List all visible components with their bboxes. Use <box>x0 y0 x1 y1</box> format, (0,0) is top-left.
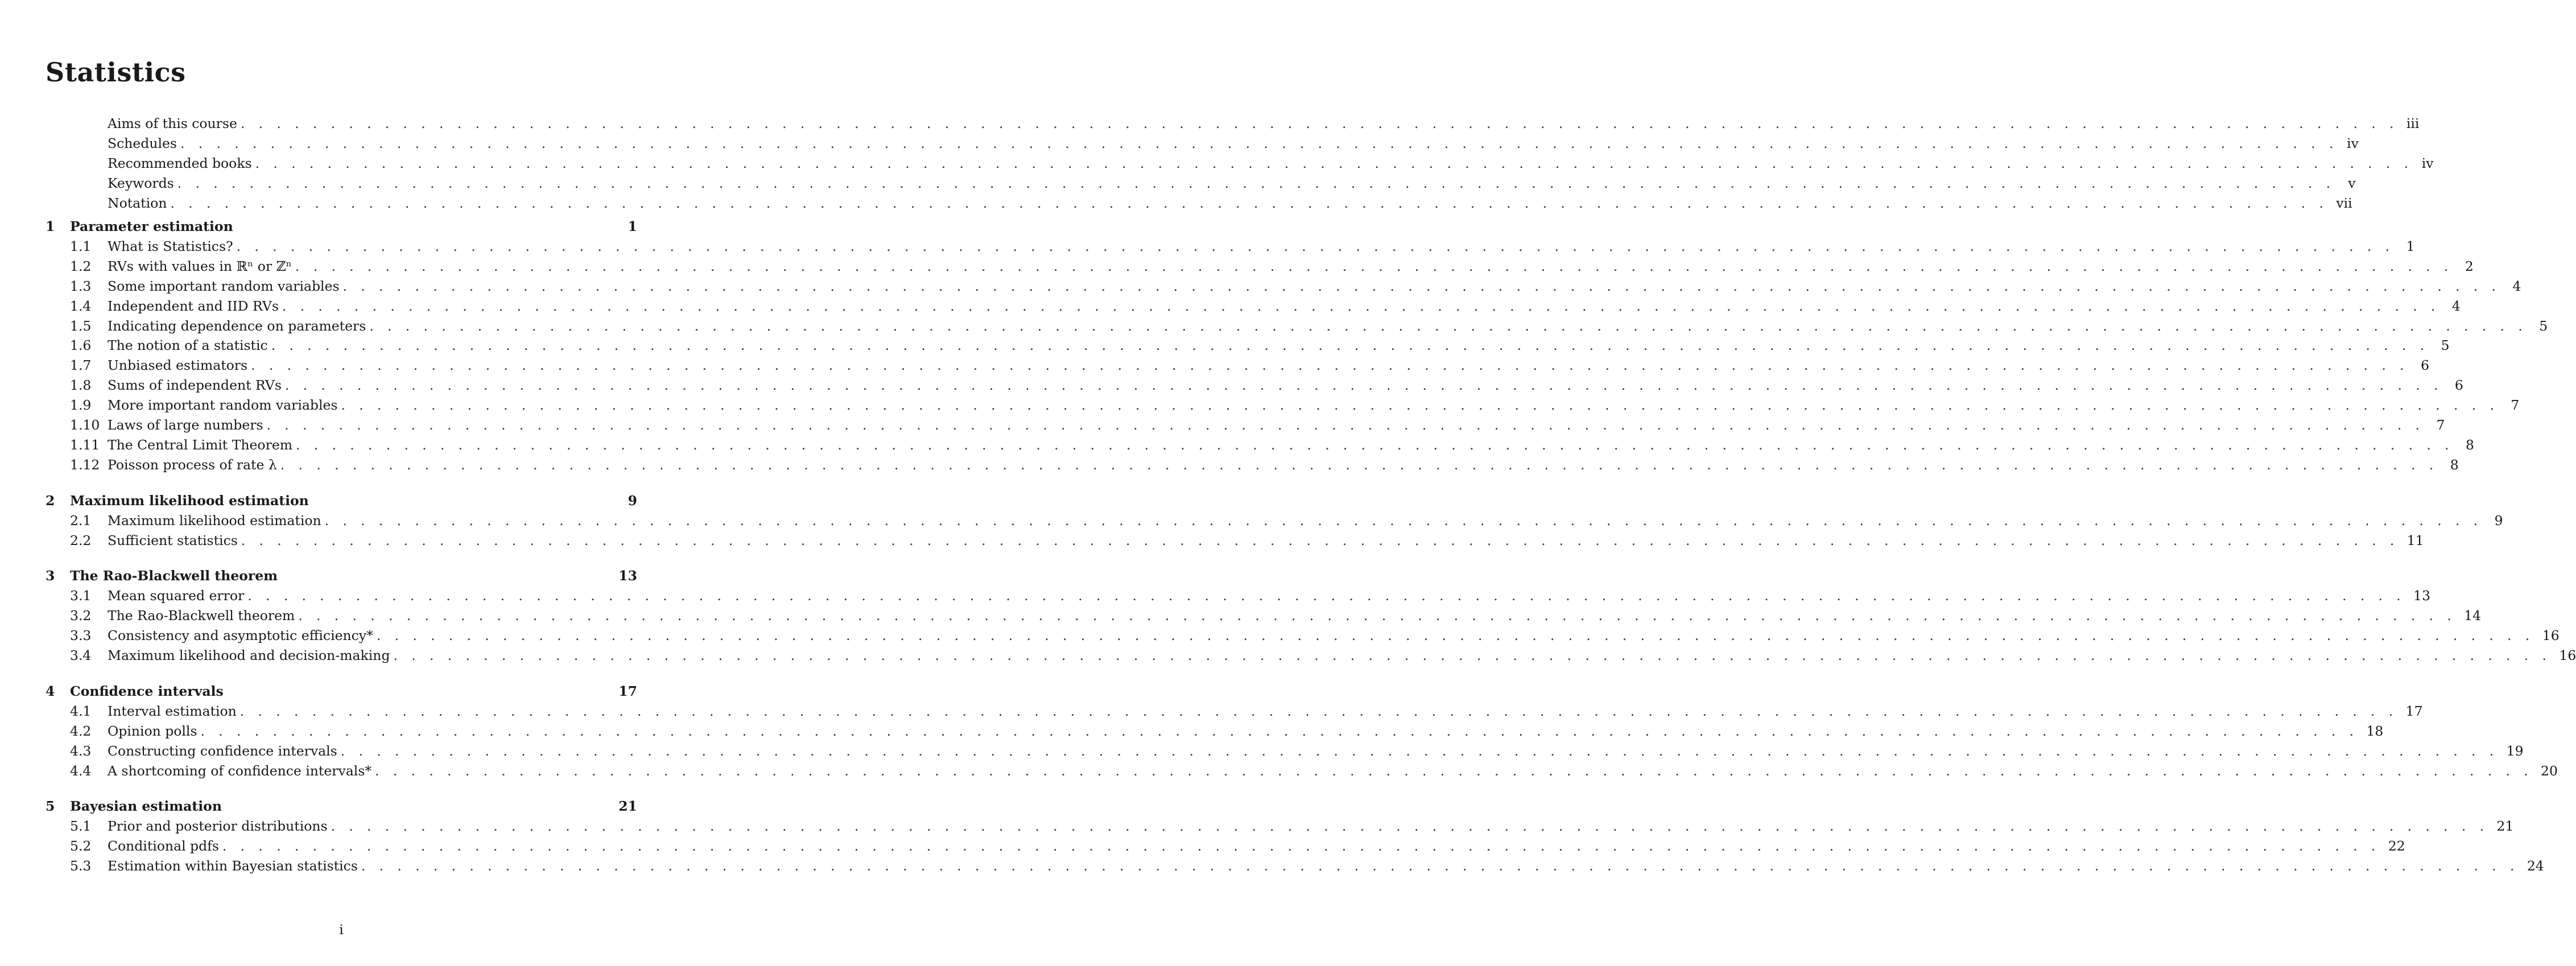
dot-leader: . . . . . . . . . . . . . . . . . . . . . . . . . . . . . . . . . . . . . . . . . . . . . . . . . . . . . . . . . . . . . . . . . . . . . . . . . . . . . . . . . . . . . . . . . . . . . . . . . . . . . . . . . . . . . . . . . . . . . . . . <box>375 762 2533 779</box>
entry-title: A shortcoming of confidence intervals* <box>108 762 372 779</box>
toc-section-entry[interactable] <box>0 741 2524 761</box>
dot-leader: . . . . . . . . . . . . . . . . . . . . . . . . . . . . . . . . . . . . . . . . . . . . . . . . . . . . . . . . . . . . . . . . . . . . . . . . . . . . . . . . . . . . . . . . . . . . . . . . . . . . . . . . . . . . . . . . . . . . . . . . <box>255 155 2413 171</box>
dot-leader: . . . . . . . . . . . . . . . . . . . . . . . . . . . . . . . . . . . . . . . . . . . . . . . . . . . . . . . . . . . . . . . . . . . . . . . . . . . . . . . . . . . . . . . . . . . . . . . . . . . . . . . . . . . . . . . . . . . . . . . . <box>200 723 2359 739</box>
dot-leader: . . . . . . . . . . . . . . . . . . . . . . . . . . . . . . . . . . . . . . . . . . . . . . . . . . . . . . . . . . . . . . . . . . . . . . . . . . . . . . . . . . . . . . . . . . . . . . . . . . . . . . . . . . . . . . . . . . . . . . . . <box>340 742 2499 759</box>
dot-leader: . . . . . . . . . . . . . . . . . . . . . . . . . . . . . . . . . . . . . . . . . . . . . . . . . . . . . . . . . . . . . . . . . . . . . . . . . . . . . . . . . . . . . . . . . . . . . . . . . . . . . . . . . . . . . . . . . . . . . . . . <box>271 337 2429 354</box>
dot-leader: . . . . . . . . . . . . . . . . . . . . . . . . . . . . . . . . . . . . . . . . . . . . . . . . . . . . . . . . . . . . . . . . . . . . . . . . . . . . . . . . . . . . . . . . . . . . . . . . . . . . . . . . . . . . . . . . . . . . . . . . <box>241 532 2399 548</box>
dot-leader: . . . . . . . . . . . . . . . . . . . . . . . . . . . . . . . . . . . . . . . . . . . . . . . . . . . . . . . . . . . . . . . . . . . . . . . . . . . . . . . . . . . . . . . . . . . . . . . . . . . . . . . . . . . . . . . . . . . . . . . . <box>342 278 2501 294</box>
section-number: 4.2 <box>70 723 92 739</box>
entry-page-number: 22 <box>2388 838 2405 854</box>
toc-chapter-heading[interactable] <box>0 796 683 816</box>
entry-page-number: 13 <box>618 568 637 584</box>
section-number: 1.10 <box>70 417 100 433</box>
entry-title: Notation <box>108 195 167 211</box>
entry-title: The notion of a statistic <box>108 337 268 354</box>
dot-leader: . . . . . . . . . . . . . . . . . . . . . . . . . . . . . . . . . . . . . . . . . . . . . . . . . . . . . . . . . . . . . . . . . . . . . . . . . . . . . . . . . . . . . . . . . . . . . . . . . . . . . . . . . . . . . . . . . . . . . . . . <box>341 397 2499 414</box>
toc-section-entry[interactable] <box>0 455 2459 474</box>
toc-chapter-heading[interactable] <box>0 217 683 236</box>
entry-title: Poisson process of rate λ <box>108 456 277 473</box>
section-number: 5.2 <box>70 838 92 854</box>
section-number: 5.3 <box>70 858 92 874</box>
entry-line <box>70 566 637 585</box>
entry-line <box>108 511 2503 530</box>
dot-leader: . . . . . . . . . . . . . . . . . . . . . . . . . . . . . . . . . . . . . . . . . . . . . . . . . . . . . . . . . . . . . . . . . . . . . . . . . . . . . . . . . . . . . . . . . . . . . . . . . . . . . . . . . . . . . . . . . . . . . . . . <box>240 703 2398 719</box>
dot-leader: . . . . . . . . . . . . . . . . . . . . . . . . . . . . . . . . . . . . . . . . . . . . . . . . . . . . . . . . . . . . . . . . . . . . . . . . . . . . . . . . . . . . . . . . . . . . . . . . . . . . . . . . . . . . . . . . . . . . . . . . <box>298 608 2457 624</box>
entry-line <box>108 435 2474 455</box>
dot-leader: . . . . . . . . . . . . . . . . . . . . . . . . . . . . . . . . . . . . . . . . . . . . . . . . . . . . . . . . . . . . . . . . . . . . . . . . . . . . . . . . . . . . . . . . . . . . . . . . . . . . . . . . . . . . . . . . . . . . . . . . <box>247 588 2406 604</box>
entry-title: Unbiased estimators <box>108 357 248 374</box>
entry-page-number: 21 <box>618 798 637 815</box>
chapter-number: 2 <box>46 492 55 509</box>
chapter-title: Parameter estimation <box>70 218 233 234</box>
toc-front-entry[interactable] <box>0 134 2359 153</box>
chapter-title: Bayesian estimation <box>70 798 222 815</box>
entry-line <box>70 796 637 816</box>
entry-title: Consistency and asymptotic efficiency* <box>108 628 373 644</box>
entry-page-number: 17 <box>618 683 637 699</box>
entry-title: Some important random variables <box>108 278 340 294</box>
entry-title: The Rao-Blackwell theorem <box>108 608 295 624</box>
section-number: 4.1 <box>70 703 92 719</box>
entry-line <box>108 174 2356 193</box>
toc-section-entry[interactable] <box>0 511 2503 530</box>
entry-page-number: iv <box>2421 155 2434 171</box>
section-number: 1.2 <box>70 258 92 274</box>
entry-page-number: iii <box>2406 115 2420 131</box>
entry-line <box>108 356 2430 375</box>
entry-page-number: 4 <box>2512 278 2521 294</box>
entry-line <box>70 491 637 510</box>
dot-leader: . . . . . . . . . . . . . . . . . . . . . . . . . . . . . . . . . . . . . . . . . . . . . . . . . . . . . . . . . . . . . . . . . . . . . . . . . . . . . . . . . . . . . . . . . . . . . . . . . . . . . . . . . . . . . . . . . . . . . . . . <box>240 115 2399 131</box>
entry-line <box>108 741 2524 761</box>
chapter-number: 5 <box>46 798 55 815</box>
toc-section-entry[interactable] <box>0 701 2423 721</box>
entry-page-number: 6 <box>2421 357 2430 374</box>
entry-line <box>108 816 2514 836</box>
dot-leader: . . . . . . . . . . . . . . . . . . . . . . . . . . . . . . . . . . . . . . . . . . . . . . . . . . . . . . . . . . . . . . . . . . . . . . . . . . . . . . . . . . . . . . . . . . . . . . . . . . . . . . . . . . . . . . . . . . . . . . . . <box>170 195 2329 211</box>
entry-line <box>108 415 2445 435</box>
entry-line <box>108 316 2548 336</box>
dot-leader: . . . . . . . . . . . . . . . . . . . . . . . . . . . . . . . . . . . . . . . . . . . . . . . . . . . . . . . . . . . . . . . . . . . . . . . . . . . . . . . . . . . . . . . . . . . . . . . . . . . . . . . . . . . . . . . . . . . . . . . . <box>266 417 2425 433</box>
toc-section-entry[interactable] <box>0 316 2548 336</box>
entry-title: What is Statistics? <box>108 238 233 254</box>
dot-leader: . . . . . . . . . . . . . . . . . . . . . . . . . . . . . . . . . . . . . . . . . . . . . . . . . . . . . . . . . . . . . . . . . . . . . . . . . . . . . . . . . . . . . . . . . . . . . . . . . . . . . . . . . . . . . . . . . . . . . . . . <box>282 298 2440 314</box>
toc-section-entry[interactable] <box>0 336 2450 355</box>
entry-line <box>108 646 2576 665</box>
dot-leader: . . . . . . . . . . . . . . . . . . . . . . . . . . . . . . . . . . . . . . . . . . . . . . . . . . . . . . . . . . . . . . . . . . . . . . . . . . . . . . . . . . . . . . . . . . . . . . . . . . . . . . . . . . . . . . . . . . . . . . . . <box>280 456 2438 473</box>
entry-page-number: 5 <box>2441 337 2450 354</box>
entry-title: Laws of large numbers <box>108 417 263 433</box>
dot-leader: . . . . . . . . . . . . . . . . . . . . . . . . . . . . . . . . . . . . . . . . . . . . . . . . . . . . . . . . . . . . . . . . . . . . . . . . . . . . . . . . . . . . . . . . . . . . . . . . . . . . . . . . . . . . . . . . . . . . . . . . <box>180 135 2338 151</box>
page-number-footer: i <box>339 922 344 938</box>
section-number: 1.9 <box>70 397 92 414</box>
section-number: 1.12 <box>70 456 100 473</box>
toc-section-entry[interactable] <box>0 586 2431 605</box>
entry-page-number: 7 <box>2436 417 2445 433</box>
entry-line <box>108 606 2482 625</box>
toc-section-entry[interactable] <box>0 761 2558 781</box>
chapter-number: 1 <box>46 218 55 234</box>
entry-title: Maximum likelihood estimation <box>108 512 321 529</box>
entry-title: Independent and IID RVs <box>108 298 279 314</box>
entry-page-number: 20 <box>2541 762 2558 779</box>
entry-line <box>108 586 2431 605</box>
entry-title: RVs with values in ℝⁿ or ℤⁿ <box>108 258 292 274</box>
section-number: 4.3 <box>70 742 92 759</box>
entry-title: Conditional pdfs <box>108 838 219 854</box>
entry-title: Schedules <box>108 135 177 151</box>
entry-page-number: 9 <box>628 492 637 509</box>
entry-title: Interval estimation <box>108 703 237 719</box>
section-number: 3.3 <box>70 628 92 644</box>
entry-line <box>108 193 2352 213</box>
toc-section-entry[interactable] <box>0 531 2424 550</box>
toc-section-entry[interactable] <box>0 296 2461 316</box>
toc-chapter-heading[interactable] <box>0 491 683 510</box>
section-number: 3.4 <box>70 647 92 663</box>
dot-leader: . . . . . . . . . . . . . . . . . . . . . . . . . . . . . . . . . . . . . . . . . . . . . . . . . . . . . . . . . . . . . . . . . . . . . . . . . . . . . . . . . . . . . . . . . . . . . . . . . . . . . . . . . . . . . . . . . . . . . . . . <box>222 838 2380 854</box>
entry-title: Mean squared error <box>108 588 245 604</box>
document-title: Statistics <box>46 57 186 88</box>
dot-leader: . . . . . . . . . . . . . . . . . . . . . . . . . . . . . . . . . . . . . . . . . . . . . . . . . . . . . . . . . . . . . . . . . . . . . . . . . . . . . . . . . . . . . . . . . . . . . . . . . . . . . . . . . . . . . . . . . . . . . . . . <box>376 628 2534 644</box>
toc-chapter-heading[interactable] <box>0 566 683 585</box>
entry-page-number: 21 <box>2496 818 2514 835</box>
toc-section-entry[interactable] <box>0 415 2445 435</box>
section-number: 1.11 <box>70 436 100 453</box>
section-number: 3.1 <box>70 588 92 604</box>
entry-line <box>108 721 2384 741</box>
toc-section-entry[interactable] <box>0 836 2405 856</box>
entry-page-number: 17 <box>2405 703 2423 719</box>
entry-title: Opinion polls <box>108 723 197 739</box>
entry-line <box>108 296 2461 316</box>
toc-section-entry[interactable] <box>0 646 2576 665</box>
chapter-number: 3 <box>46 568 55 584</box>
toc-section-entry[interactable] <box>0 606 2482 625</box>
section-number: 1.5 <box>70 317 92 334</box>
toc-section-entry[interactable] <box>0 721 2384 741</box>
entry-line <box>108 257 2474 276</box>
section-number: 2.2 <box>70 532 92 548</box>
section-number: 1.3 <box>70 278 92 294</box>
entry-page-number: 5 <box>2539 317 2548 334</box>
section-number: 1.6 <box>70 337 92 354</box>
entry-page-number: 8 <box>2465 436 2474 453</box>
entry-page-number: 1 <box>628 218 637 234</box>
entry-line <box>108 237 2415 256</box>
entry-title: Constructing confidence intervals <box>108 742 337 759</box>
entry-page-number: 24 <box>2527 858 2544 874</box>
entry-page-number: iv <box>2347 135 2359 151</box>
section-number: 4.4 <box>70 762 92 779</box>
entry-line <box>108 531 2424 550</box>
toc-section-entry[interactable] <box>0 237 2415 256</box>
toc-chapter-heading[interactable] <box>0 682 683 701</box>
dot-leader: . . . . . . . . . . . . . . . . . . . . . . . . . . . . . . . . . . . . . . . . . . . . . . . . . . . . . . . . . . . . . . . . . . . . . . . . . . . . . . . . . . . . . . . . . . . . . . . . . . . . . . . . . . . . . . . . . . . . . . . . <box>296 436 2454 453</box>
entry-page-number: 13 <box>2413 588 2431 604</box>
entry-page-number: vii <box>2336 195 2352 211</box>
entry-page-number: 1 <box>2406 238 2415 254</box>
dot-leader: . . . . . . . . . . . . . . . . . . . . . . . . . . . . . . . . . . . . . . . . . . . . . . . . . . . . . . . . . . . . . . . . . . . . . . . . . . . . . . . . . . . . . . . . . . . . . . . . . . . . . . . . . . . . . . . . . . . . . . . . <box>369 317 2528 334</box>
entry-page-number: 16 <box>2542 628 2560 644</box>
entry-title: More important random variables <box>108 397 338 414</box>
entry-page-number: 14 <box>2464 608 2482 624</box>
section-number: 2.1 <box>70 512 92 529</box>
entry-page-number: 19 <box>2506 742 2524 759</box>
entry-title: Indicating dependence on parameters <box>108 317 366 334</box>
entry-line <box>108 395 2520 415</box>
dot-leader: . . . . . . . . . . . . . . . . . . . . . . . . . . . . . . . . . . . . . . . . . . . . . . . . . . . . . . . . . . . . . . . . . . . . . . . . . . . . . . . . . . . . . . . . . . . . . . . . . . . . . . . . . . . . . . . . . . . . . . . . <box>236 238 2395 254</box>
toc-front-entry[interactable] <box>0 114 2420 133</box>
dot-leader: . . . . . . . . . . . . . . . . . . . . . . . . . . . . . . . . . . . . . . . . . . . . . . . . . . . . . . . . . . . . . . . . . . . . . . . . . . . . . . . . . . . . . . . . . . . . . . . . . . . . . . . . . . . . . . . . . . . . . . . . <box>331 818 2489 835</box>
toc-section-entry[interactable] <box>0 257 2474 276</box>
toc-section-entry[interactable] <box>0 856 2544 876</box>
entry-line <box>108 154 2434 173</box>
entry-page-number: 18 <box>2366 723 2384 739</box>
entry-line <box>108 626 2560 645</box>
entry-page-number: 9 <box>2494 512 2503 529</box>
entry-line <box>70 217 637 236</box>
entry-page-number: 4 <box>2451 298 2461 314</box>
entry-title: The Central Limit Theorem <box>108 436 293 453</box>
dot-leader: . . . . . . . . . . . . . . . . . . . . . . . . . . . . . . . . . . . . . . . . . . . . . . . . . . . . . . . . . . . . . . . . . . . . . . . . . . . . . . . . . . . . . . . . . . . . . . . . . . . . . . . . . . . . . . . . . . . . . . . . <box>324 512 2483 529</box>
toc-section-entry[interactable] <box>0 435 2474 455</box>
section-number: 1.4 <box>70 298 92 314</box>
entry-page-number: 7 <box>2511 397 2520 414</box>
entry-page-number: 2 <box>2464 258 2474 274</box>
section-number: 1.8 <box>70 377 92 394</box>
dot-leader: . . . . . . . . . . . . . . . . . . . . . . . . . . . . . . . . . . . . . . . . . . . . . . . . . . . . . . . . . . . . . . . . . . . . . . . . . . . . . . . . . . . . . . . . . . . . . . . . . . . . . . . . . . . . . . . . . . . . . . . . <box>251 357 2409 374</box>
toc-section-entry[interactable] <box>0 395 2520 415</box>
entry-line <box>108 375 2463 395</box>
entry-line <box>70 682 637 701</box>
section-number: 5.1 <box>70 818 92 835</box>
entry-title: Estimation within Bayesian statistics <box>108 858 358 874</box>
entry-page-number: v <box>2348 175 2356 191</box>
dot-leader: . . . . . . . . . . . . . . . . . . . . . . . . . . . . . . . . . . . . . . . . . . . . . . . . . . . . . . . . . . . . . . . . . . . . . . . . . . . . . . . . . . . . . . . . . . . . . . . . . . . . . . . . . . . . . . . . . . . . . . . . <box>361 858 2519 874</box>
entry-title: Sufficient statistics <box>108 532 238 548</box>
dot-leader: . . . . . . . . . . . . . . . . . . . . . . . . . . . . . . . . . . . . . . . . . . . . . . . . . . . . . . . . . . . . . . . . . . . . . . . . . . . . . . . . . . . . . . . . . . . . . . . . . . . . . . . . . . . . . . . . . . . . . . . . <box>295 258 2453 274</box>
entry-line <box>108 276 2521 296</box>
toc-section-entry[interactable] <box>0 276 2521 296</box>
entry-page-number: 6 <box>2454 377 2463 394</box>
entry-line <box>108 761 2558 781</box>
entry-line <box>108 114 2420 133</box>
entry-line <box>108 134 2359 153</box>
toc-section-entry[interactable] <box>0 626 2560 645</box>
toc-front-entry[interactable] <box>0 154 2434 173</box>
section-number: 3.2 <box>70 608 92 624</box>
entry-title: Sums of independent RVs <box>108 377 282 394</box>
dot-leader: . . . . . . . . . . . . . . . . . . . . . . . . . . . . . . . . . . . . . . . . . . . . . . . . . . . . . . . . . . . . . . . . . . . . . . . . . . . . . . . . . . . . . . . . . . . . . . . . . . . . . . . . . . . . . . . . . . . . . . . . <box>393 647 2552 663</box>
entry-line <box>108 701 2423 721</box>
toc-front-entry[interactable] <box>0 193 2352 213</box>
entry-page-number: 16 <box>2559 647 2576 663</box>
section-number: 1.7 <box>70 357 92 374</box>
section-number: 1.1 <box>70 238 92 254</box>
entry-title: Recommended books <box>108 155 252 171</box>
chapter-title: Confidence intervals <box>70 683 224 699</box>
chapter-title: Maximum likelihood estimation <box>70 492 309 509</box>
dot-leader: . . . . . . . . . . . . . . . . . . . . . . . . . . . . . . . . . . . . . . . . . . . . . . . . . . . . . . . . . . . . . . . . . . . . . . . . . . . . . . . . . . . . . . . . . . . . . . . . . . . . . . . . . . . . . . . . . . . . . . . . <box>177 175 2335 191</box>
entry-title: Keywords <box>108 175 174 191</box>
entry-title: Prior and posterior distributions <box>108 818 328 835</box>
entry-line <box>108 856 2544 876</box>
entry-title: Aims of this course <box>108 115 237 131</box>
toc-section-entry[interactable] <box>0 816 2514 836</box>
chapter-number: 4 <box>46 683 55 699</box>
toc-section-entry[interactable] <box>0 356 2430 375</box>
chapter-title: The Rao-Blackwell theorem <box>70 568 278 584</box>
toc-section-entry[interactable] <box>0 375 2463 395</box>
entry-line <box>108 836 2405 856</box>
entry-title: Maximum likelihood and decision-making <box>108 647 390 663</box>
dot-leader: . . . . . . . . . . . . . . . . . . . . . . . . . . . . . . . . . . . . . . . . . . . . . . . . . . . . . . . . . . . . . . . . . . . . . . . . . . . . . . . . . . . . . . . . . . . . . . . . . . . . . . . . . . . . . . . . . . . . . . . . <box>284 377 2443 394</box>
toc-front-entry[interactable] <box>0 174 2356 193</box>
entry-line <box>108 336 2450 355</box>
entry-page-number: 11 <box>2406 532 2424 548</box>
entry-line <box>108 455 2459 474</box>
entry-page-number: 8 <box>2450 456 2459 473</box>
